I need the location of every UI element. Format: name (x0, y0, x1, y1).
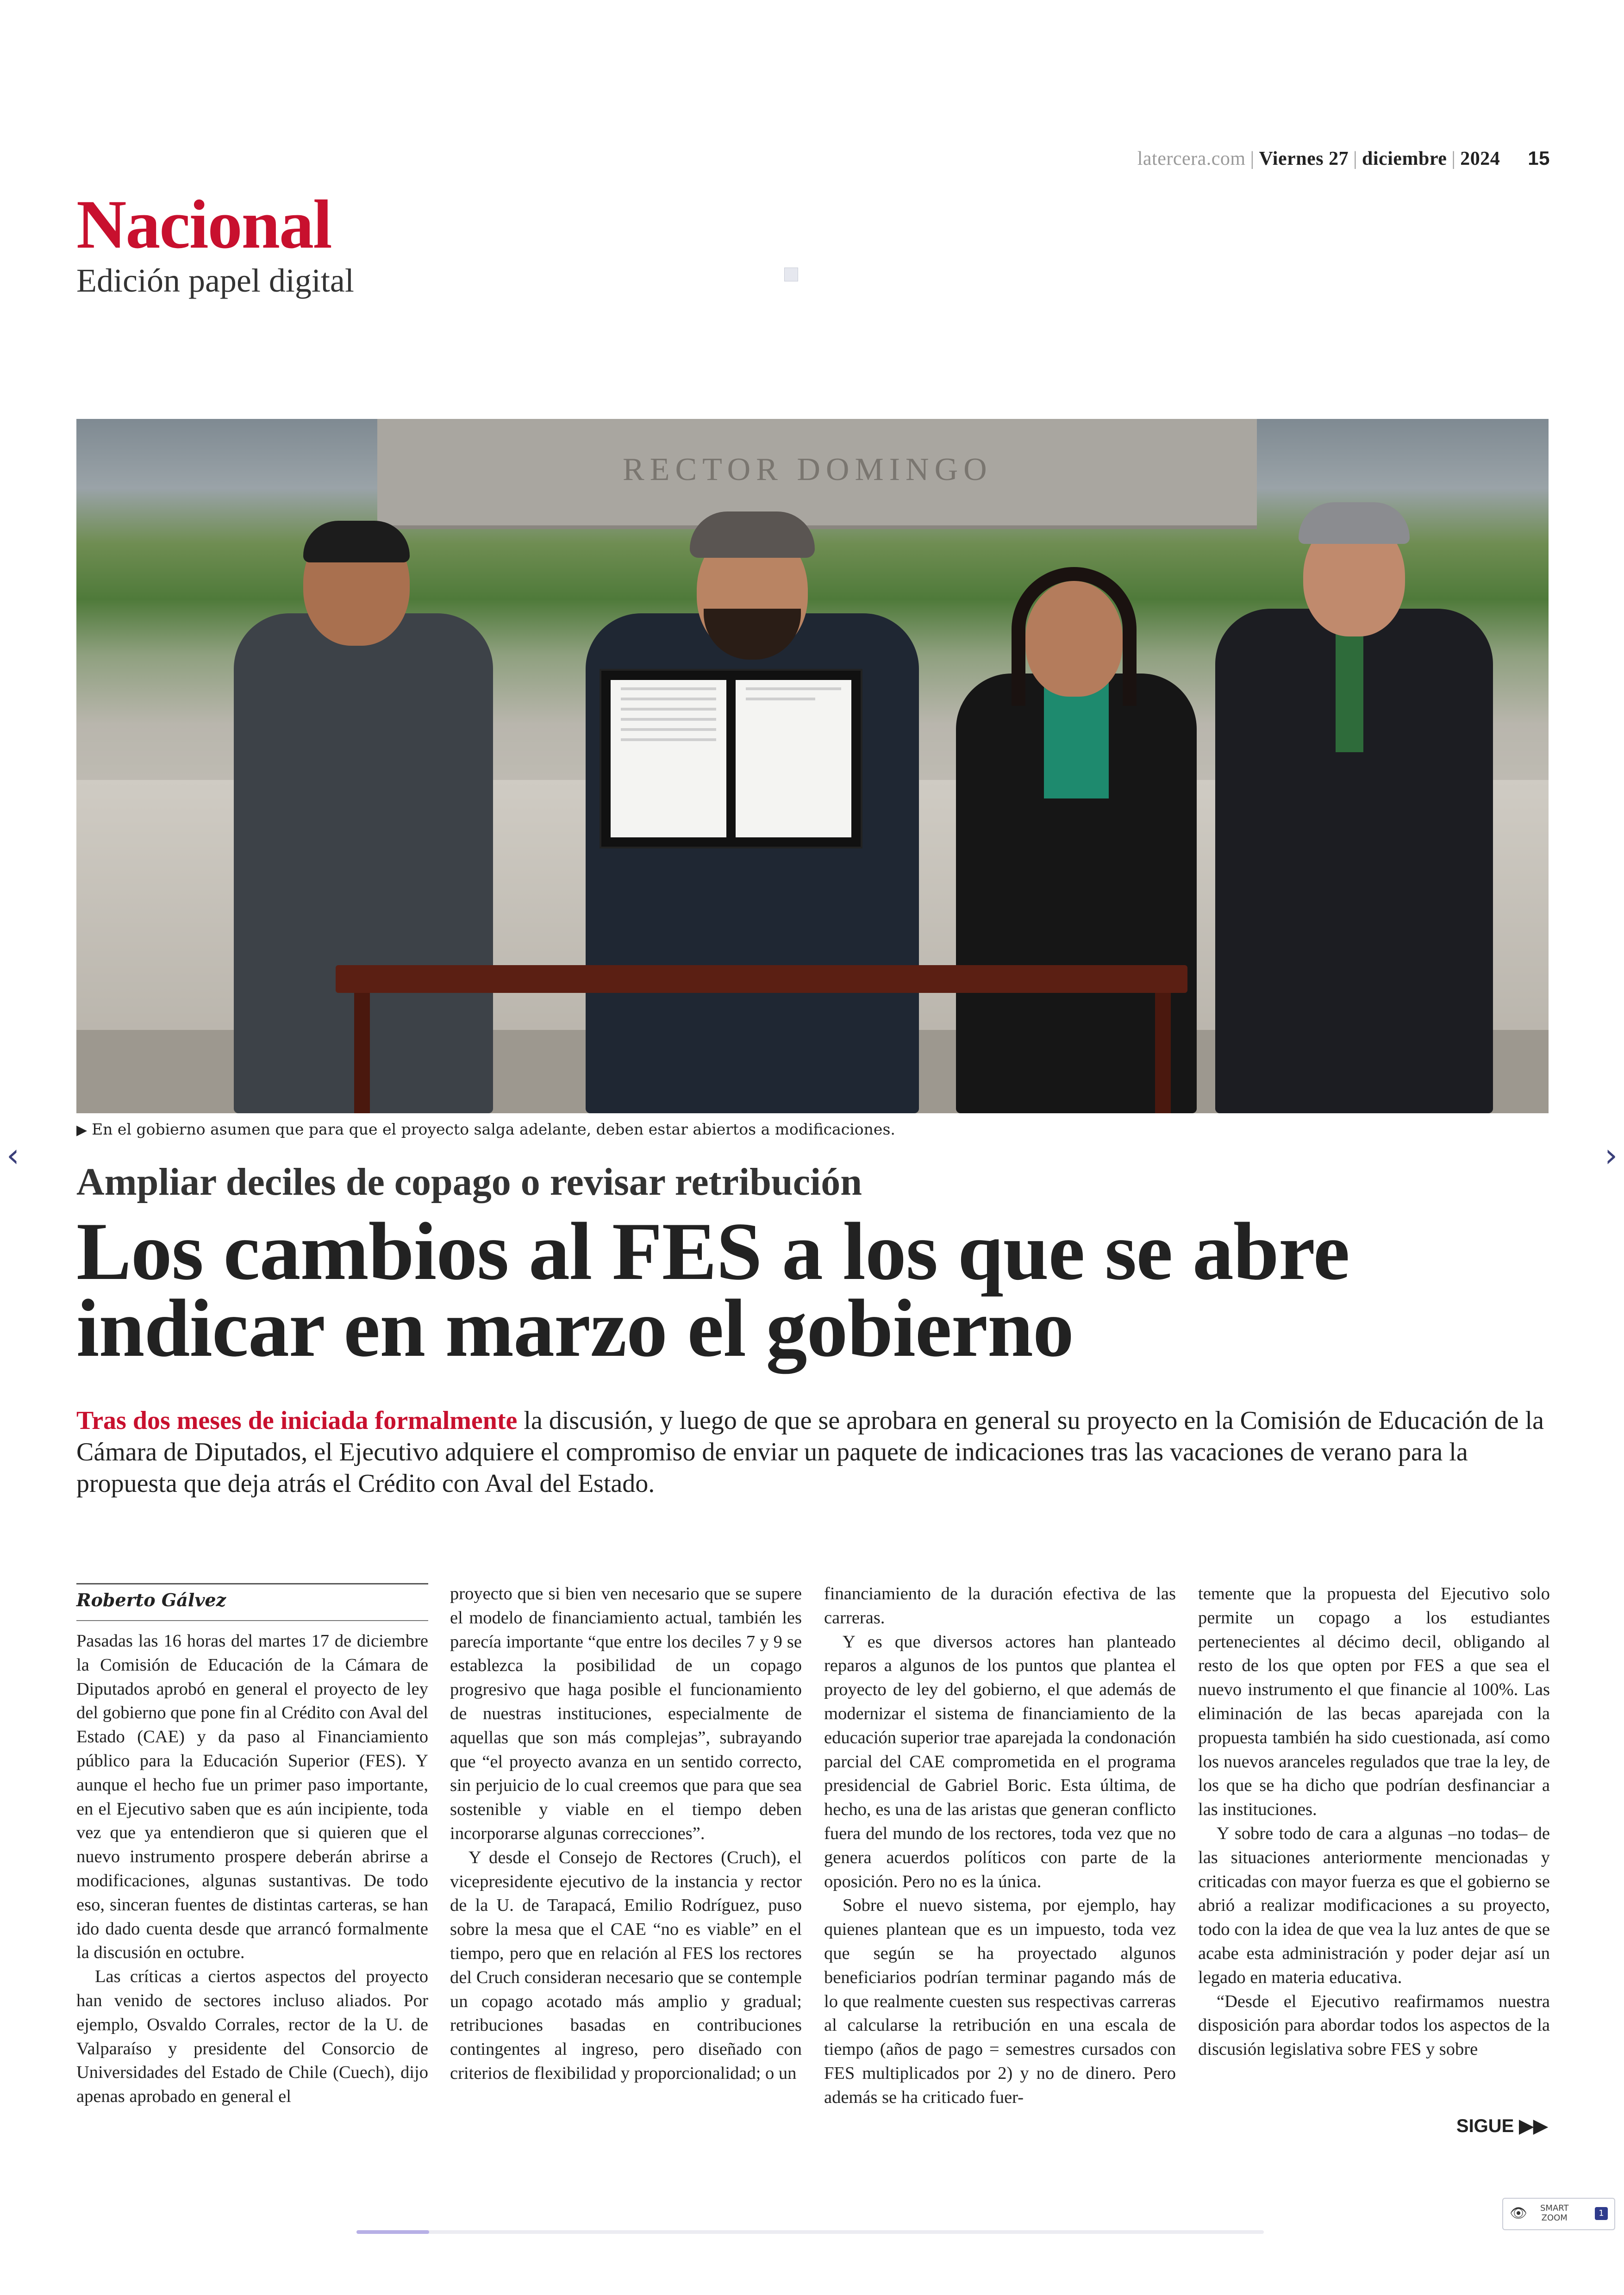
smart-zoom-label: SMART ZOOM (1540, 2203, 1569, 2223)
paragraph: Las críticas a ciertos aspectos del proyecto han venido de sectores incluso aliados. Por ejemplo, Osvaldo Corrales, rector de la U. de Valparaíso y presidente del Consorcio de Universidades del Estado de Chile (Cuech), dijo apenas aprobado en general el (76, 1967, 428, 2107)
lede-highlight: Tras dos meses de iniciada formalmente (76, 1406, 518, 1435)
section-subtitle: Edición papel digital (76, 262, 354, 299)
headline-line-1: Los cambios al FES a los que se abre (76, 1205, 1349, 1297)
photo-caption (76, 1120, 895, 1138)
article-headline (76, 1205, 1558, 1374)
article-column-4 (1198, 1582, 1550, 2142)
smart-zoom-button[interactable] (1502, 2198, 1615, 2230)
paragraph: temente que la propuesta del Ejecutivo solo permite un copago a los estudiantes pertenecientes al décimo decil, obligando al resto de los que opten por FES a que sea el nuevo instrumento el que financie al 100%. Las eliminación de las becas aparejada con la propuesta también ha sido cuestionada, así como los nuevos aranceles regulados que trae la ley, de los que se ha dicho que podrían desfinanciar a las instituciones. (1198, 1584, 1550, 1820)
article-lede (76, 1405, 1558, 1499)
photo-person-right (1201, 479, 1507, 1113)
date-year: 2024 (1460, 148, 1500, 169)
article-kicker: Ampliar deciles de copago o revisar retribución (76, 1160, 862, 1204)
chevron-right-icon[interactable]: › (1605, 1136, 1618, 1174)
paragraph: Y sobre todo de cara a algunas –no todas– de las situaciones anteriormente mencionadas y criticadas con mayor fuerza es que el gobierno se abrió a realizar modificaciones a su proyecto, todo con la idea de que vea la luz antes de que se acabe esta administración y poder dejar así un legado en materia educativa. (1198, 1823, 1550, 1987)
continues-link[interactable]: SIGUE ▶▶ (1456, 2116, 1548, 2136)
article-column-1 (76, 1629, 428, 2139)
paragraph: financiamiento de la duración efectiva de las carreras. (824, 1584, 1176, 1628)
signed-document-folder (600, 669, 862, 848)
paragraph: Y es que diversos actores han planteado reparos a algunos de los puntos que plantea el proyecto de ley del gobierno, el que además de modernizar el sistema de financiamiento de la educación superior trae aparejada la condonación parcial del CAE comprometida en el programa presidencial de Gabriel Boric. Esta última, de hecho, es una de las aristas que generan conflicto fuera del mundo de los rectores, toda vez que no genera acuerdos políticos con parte de la oposición. Pero no es la única. (824, 1632, 1176, 1891)
site-name: latercera.com (1137, 148, 1246, 169)
caption-text: En el gobierno asumen que para que el proyecto salga adelante, deben estar abiertos a modificaciones. (92, 1120, 895, 1138)
lede-text: la discusión, y luego de que se aprobara en general su proyecto en la Comisión de Educación de la Cámara de Diputados, el Ejecutivo adquiere el compromiso de enviar un paquete de indicaciones tras las vacaciones de verano para la propuesta que deja atrás el Crédito con Aval del Estado. (76, 1406, 1544, 1498)
paragraph: Sobre el nuevo sistema, por ejemplo, hay quienes plantean que es un impuesto, toda vez que según se ha proyectado algunos beneficiarios podrían terminar pagando más de lo que realmente cuesten sus respectivas carreras al calcularse la retribución en una escala de tiempo (años de pago = semestres cursados con FES multiplicados por 2) y no de dinero. Pero además se ha criticado fuer- (824, 1896, 1176, 2107)
byline-rule-bottom (76, 1620, 428, 1621)
article-byline: Roberto Gálvez (76, 1590, 226, 1610)
date-weekday: Viernes 27 (1259, 148, 1349, 169)
page-marker-icon (784, 268, 798, 281)
page-progress-track[interactable] (356, 2230, 1264, 2234)
section-title: Nacional (76, 186, 331, 263)
photo-table (336, 965, 1187, 993)
page-number: 15 (1528, 147, 1550, 169)
paragraph: proyecto que si bien ven necesario que se supere el modelo de financiamiento actual, también les parecía importante “que entre los deciles 7 y 9 se establezca la posibilidad de un copago progresivo que haga posible el funcionamiento de nuestras instituciones, especialmente de aquellas que son más complejas”, subrayando que “el proyecto avanza en un sentido correcto, sin perjuicio de lo cual creemos que para que sea sostenible y viable en el tiempo deben incorporarse algunas correcciones”. (450, 1584, 802, 1843)
headline-line-2: indicar en marzo el gobierno (76, 1282, 1074, 1374)
article-column-3 (824, 1582, 1176, 2142)
article-photo (76, 419, 1549, 1113)
paragraph: Y desde el Consejo de Rectores (Cruch), el vicepresidente ejecutivo de la instancia y rector de la U. de Tarapacá, Emilio Rodríguez, puso sobre la mesa que el CAE “no es viable” en el tiempo, pero que en relación al FES los rectores del Cruch consideran necesario que se contemple un copago acotado más amplio y gradual; retribuciones basadas en contribuciones contingentes al ingreso, pero diseñado con criterios de flexibilidad y proporcionalidad; o un (450, 1847, 802, 2083)
paragraph: Pasadas las 16 horas del martes 17 de diciembre la Comisión de Educación de la Cámara de Diputados aprobó en general el proyecto de ley del gobierno que pone fin al Crédito con Aval del Estado (CAE) y da paso al Financiamiento público para la Educación Superior (FES). Y aunque el hecho fue un primer paso importante, en el Ejecutivo saben que es aún incipiente, toda vez que ya entendieron que si quieren que el nuevo instrumento prospere deberán abrirse a modificaciones, algunas sustantivas. De todo eso, sinceran fuentes de distintas carteras, se han ido dado cuenta desde que arrancó formalmente la discusión en octubre. (76, 1631, 428, 1963)
date-month: diciembre (1362, 148, 1447, 169)
caption-arrow-icon: ▶ (76, 1122, 87, 1138)
photo-monument-text: RECTOR DOMINGO (623, 452, 993, 487)
eye-icon: 👁 (1510, 2205, 1528, 2221)
byline-rule-top (76, 1583, 428, 1584)
paragraph: “Desde el Ejecutivo reafirmamos nuestra disposición para abordar todos los aspectos de la discusión legislativa sobre FES y sobre (1198, 1991, 1550, 2059)
article-column-2 (450, 1582, 802, 2142)
chevron-left-icon[interactable]: ‹ (6, 1136, 19, 1174)
zoom-badge: 1 (1595, 2207, 1608, 2220)
page-header: latercera.com | Viernes 27 | diciembre | 2024 15 (1137, 147, 1550, 169)
page-progress-fill (356, 2230, 429, 2234)
